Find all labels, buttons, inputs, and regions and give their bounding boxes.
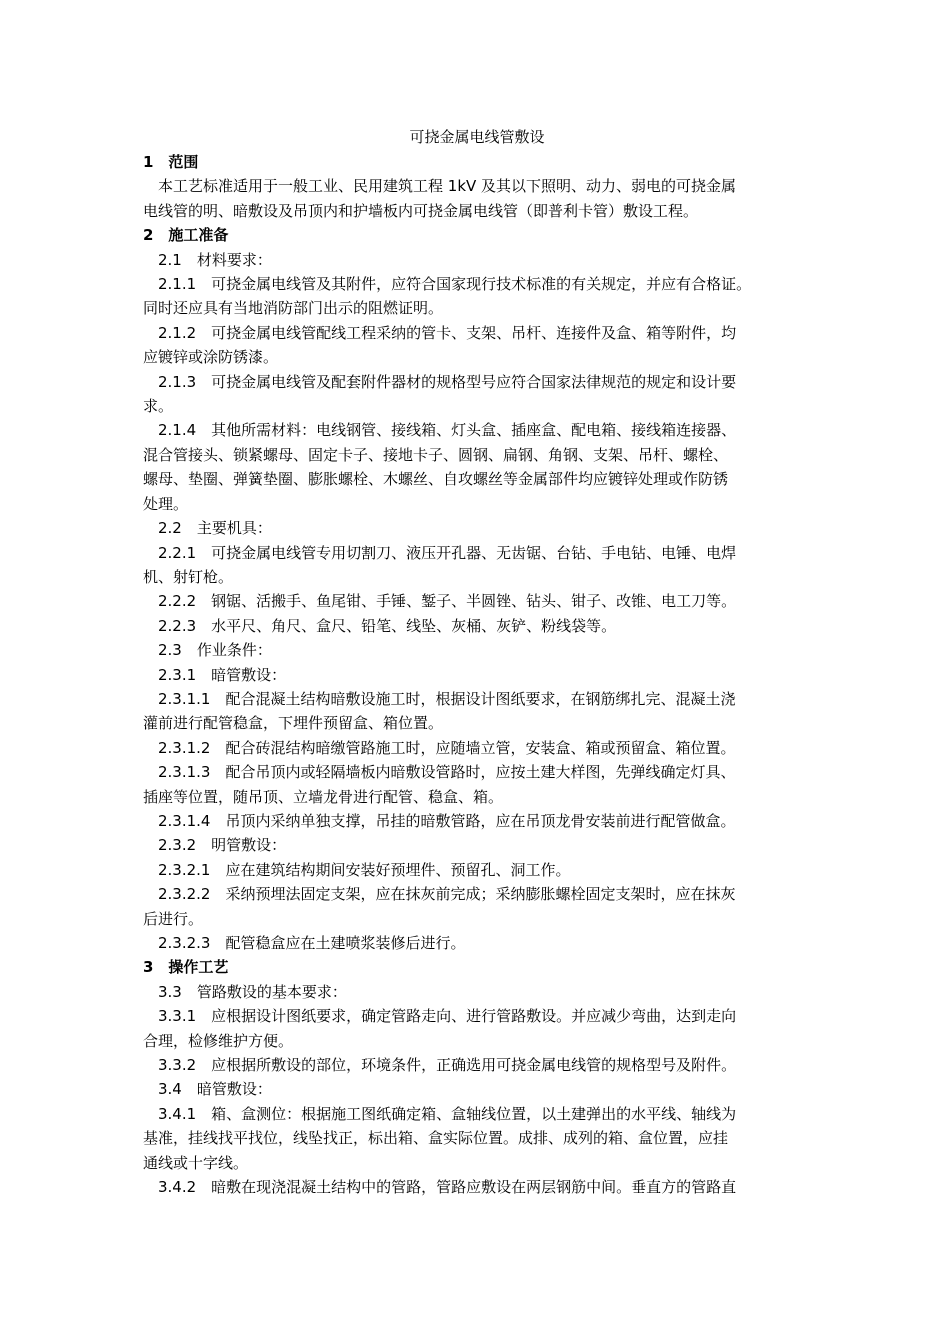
text-line: 机、射钉枪。 bbox=[143, 567, 234, 586]
text-line: 2.2.2 钢锯、活搬手、鱼尾钳、手锤、錾子、半圆锉、钻头、钳子、改锥、电工刀等。 bbox=[158, 592, 737, 611]
text-line: 2.2 主要机具： bbox=[158, 519, 272, 538]
text-line: 3.4.1 箱、盒测位：根据施工图纸确定箱、盒轴线位置，以土建弹出的水平线、轴线为 bbox=[158, 1104, 737, 1123]
text-line: 3.4 暗管敷设： bbox=[158, 1080, 272, 1099]
text-line: 2.2.1 可挠金属电线管专用切割刀、液压开孔器、无齿锯、台钻、手电钻、电锤、电焊 bbox=[158, 543, 737, 562]
text-line: 电线管的明、暗敷设及吊顶内和护墙板内可挠金属电线管（即普利卡管）敷设工程。 bbox=[143, 201, 699, 220]
document-title: 可挠金属电线管敷设 bbox=[409, 128, 545, 146]
text-line: 灌前进行配管稳盒，下埋件预留盒、箱位置。 bbox=[143, 714, 444, 733]
text-line: 2.1 材料要求： bbox=[158, 250, 272, 269]
document-text bbox=[143, 150, 811, 1199]
text-line: 3.3.2 应根据所敷设的部位，环境条件，正确选用可挠金属电线管的规格型号及附件。 bbox=[158, 1056, 737, 1075]
text-line: 2.3.1.2 配合砖混结构暗缴管路施工时，应随墙立管，安装盒、箱或预留盒、箱位置。 bbox=[158, 738, 736, 757]
text-line: 2.3 作业条件： bbox=[158, 641, 272, 660]
text-line: 3.3.1 应根据设计图纸要求，确定管路走向、进行管路敷设。并应减少弯曲，达到走向 bbox=[158, 1007, 737, 1026]
text-line: 2.1.3 可挠金属电线管及配套附件器材的规格型号应符合国家法律规范的规定和设计要 bbox=[158, 372, 737, 391]
text-line: 3.3 管路敷设的基本要求： bbox=[158, 982, 347, 1001]
section-heading: 3 操作工艺 bbox=[143, 958, 229, 977]
text-line: 通线或十字线。 bbox=[143, 1153, 249, 1172]
text-line: 2.3.1.3 配合吊顶内或轻隔墙板内暗敷设管路时，应按土建大样图，先弹线确定灯具、 bbox=[158, 763, 736, 782]
text-line: 螺母、垫圈、弹簧垫圈、膨胀螺栓、木螺丝、自攻螺丝等金属部件均应镀锌处理或作防锈 bbox=[143, 470, 729, 489]
document-body bbox=[143, 124, 811, 1199]
text-line: 2.3.1 暗管敷设： bbox=[158, 665, 287, 684]
text-line: 合理，检修维护方便。 bbox=[143, 1031, 294, 1050]
text-line: 2.3.2.2 采纳预埋法固定支架，应在抹灰前完成；采纳膨胀螺栓固定支架时，应在抹灰 bbox=[158, 885, 736, 904]
text-line: 2.1.1 可挠金属电线管及其附件，应符合国家现行技术标准的有关规定，并应有合格证。 bbox=[158, 275, 752, 294]
text-line: 2.1.2 可挠金属电线管配线工程采纳的管卡、支架、吊杆、连接件及盒、箱等附件，均 bbox=[158, 323, 737, 342]
text-line: 插座等位置，随吊顶、立墙龙骨进行配管、稳盒、箱。 bbox=[143, 787, 504, 806]
text-line: 本工艺标准适用于一般工业、民用建筑工程 1kV 及其以下照明、动力、弱电的可挠金属 bbox=[158, 177, 737, 196]
text-line: 2.3.1.4 吊顶内采纳单独支撑，吊挂的暗敷管路，应在吊顶龙骨安装前进行配管做盒。 bbox=[158, 811, 736, 830]
text-line: 应镀锌或涂防锈漆。 bbox=[143, 348, 279, 367]
text-line: 后进行。 bbox=[143, 909, 204, 928]
section-heading: 2 施工准备 bbox=[143, 226, 229, 245]
text-line: 2.3.2.3 配管稳盒应在土建喷浆装修后进行。 bbox=[158, 934, 466, 952]
text-line: 同时还应具有当地消防部门出示的阻燃证明。 bbox=[143, 299, 444, 318]
text-line: 3.4.2 暗敷在现浇混凝土结构中的管路，管路应敷设在两层钢筋中间。垂直方的管路直 bbox=[158, 1178, 737, 1197]
text-line: 2.3.1.1 配合混凝土结构暗敷设施工时，根据设计图纸要求，在钢筋绑扎完、混凝土浇 bbox=[158, 689, 736, 708]
text-line: 混合管接头、锁紧螺母、固定卡子、接地卡子、圆钢、扁钢、角钢、支架、吊杆、螺栓、 bbox=[143, 445, 729, 464]
section-heading: 1 范围 bbox=[143, 153, 199, 171]
text-line: 2.2.3 水平尺、角尺、盒尺、铅笔、线坠、灰桶、灰铲、粉线袋等。 bbox=[158, 616, 617, 635]
text-line: 求。 bbox=[143, 397, 174, 416]
text-line: 基准，挂线找平找位，线坠找正，标出箱、盒实际位置。成排、成列的箱、盒位置，应挂 bbox=[143, 1129, 729, 1148]
text-line: 2.1.4 其他所需材料：电线钢管、接线箱、灯头盒、插座盒、配电箱、接线箱连接器、 bbox=[158, 421, 737, 440]
text-line: 2.3.2.1 应在建筑结构期间安装好预埋件、预留孔、洞工作。 bbox=[158, 860, 571, 879]
text-line: 2.3.2 明管敷设： bbox=[158, 836, 287, 855]
text-line: 处理。 bbox=[143, 494, 189, 513]
